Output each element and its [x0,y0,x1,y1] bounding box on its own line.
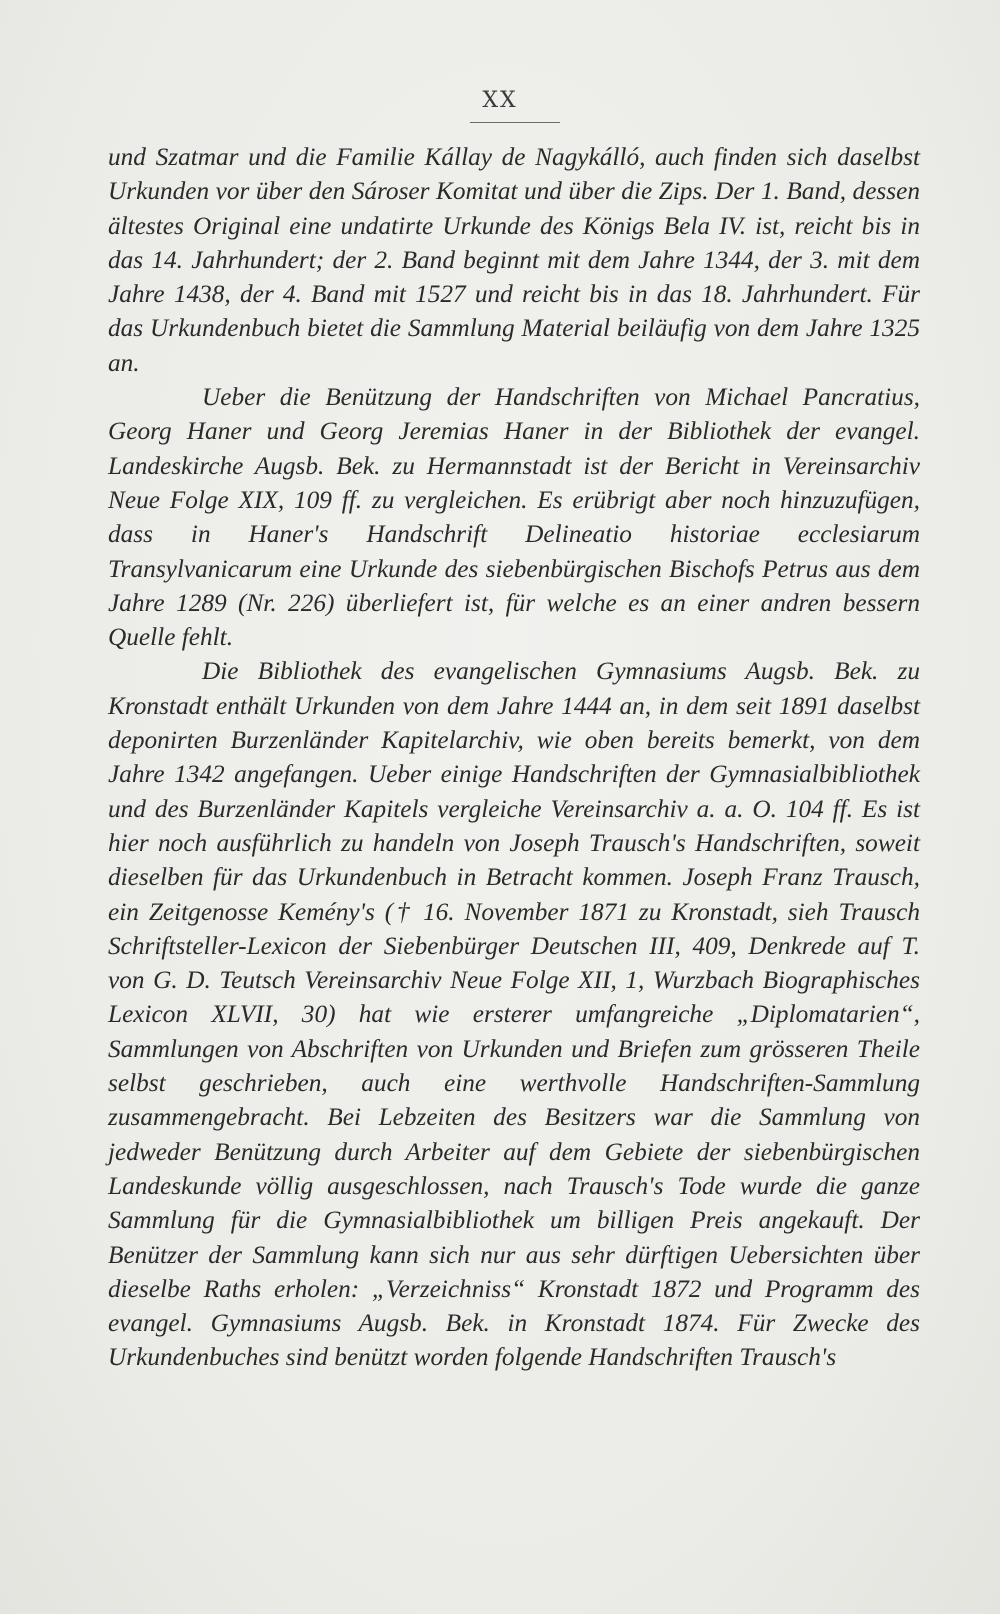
paragraph-1: und Szatmar und die Familie Kállay de Nagykálló, auch finden sich daselbst Urkunden vor über den Sároser Komitat und über die Zips. Der 1. Band, dessen ältestes Original eine undatirte Urkunde des Königs Bela IV. ist, reicht bis in das 14. Jahrhundert; der 2. Band beginnt mit dem Jahre 1344, der 3. mit dem Jahre 1438, der 4. Band mit 1527 und reicht bis in das 18. Jahrhundert. Für das Urkundenbuch bietet die Sammlung Material beiläufig von dem Jahre 1325 an. [108,143,920,377]
text-body [108,140,920,1375]
paragraph-3: Die Bibliothek des evangelischen Gymnasiums Augsb. Bek. zu Kronstadt enthält Urkunden von dem Jahre 1444 an, in dem seit 1891 daselbst deponirten Burzenländer Kapitelarchiv, wie oben bereits bemerkt, von dem Jahre 1342 angefangen. Ueber einige Handschriften der Gymnasialbibliothek und des Burzenländer Kapitels vergleiche Vereinsarchiv a. a. O. 104 ff. Es ist hier noch ausführlich zu handeln von Joseph Trausch's Handschriften, soweit dieselben für das Urkundenbuch in Betracht kommen. Joseph Franz Trausch, ein Zeitgenosse Kemény's († 16. November 1871 zu Kronstadt, sieh Trausch Schriftsteller-Lexicon der Siebenbürger Deutschen III, 409, Denkrede auf T. von G. D. Teutsch Vereinsarchiv Neue Folge XII, 1, Wurzbach Biographisches Lexicon XLVII, 30) hat wie ersterer umfangreiche „Diplomatarien“, Sammlungen von Abschriften von Urkunden und Briefen zum grösseren Theile selbst geschrieben, auch eine werthvolle Handschriften-Sammlung zusammengebracht. Bei Lebzeiten des Besitzers war die Sammlung von jedweder Benützung durch Arbeiter auf dem Gebiete der siebenbürgischen Landeskunde völlig ausgeschlossen, nach Trausch's Tode wurde die ganze Sammlung für die Gymnasialbibliothek um billigen Preis angekauft. Der Benützer der Sammlung kann sich nur aus sehr dürftigen Uebersichten über dieselbe Raths erholen: „Verzeichniss“ Kronstadt 1872 und Programm des evangel. Gymnasiums Augsb. Bek. in Kronstadt 1874. Für Zwecke des Urkundenbuches sind benützt worden folgende Handschriften Trausch's [108,657,920,1372]
page-number: XX [482,88,518,113]
paragraph-2: Ueber die Benützung der Handschriften von Michael Pancratius, Georg Haner und Georg Jeremias Haner in der Bibliothek der evangel. Landeskirche Augsb. Bek. zu Hermannstadt ist der Bericht in Vereinsarchiv Neue Folge XIX, 109 ff. zu vergleichen. Es erübrigt aber noch hinzuzufügen, dass in Haner's Handschrift Delineatio historiae ecclesiarum Transylvanicarum eine Urkunde des siebenbürgischen Bischofs Petrus aus dem Jahre 1289 (Nr. 226) überliefert ist, für welche es an einer andren bessern Quelle fehlt. [108,383,920,652]
page-number-rule [470,122,560,123]
